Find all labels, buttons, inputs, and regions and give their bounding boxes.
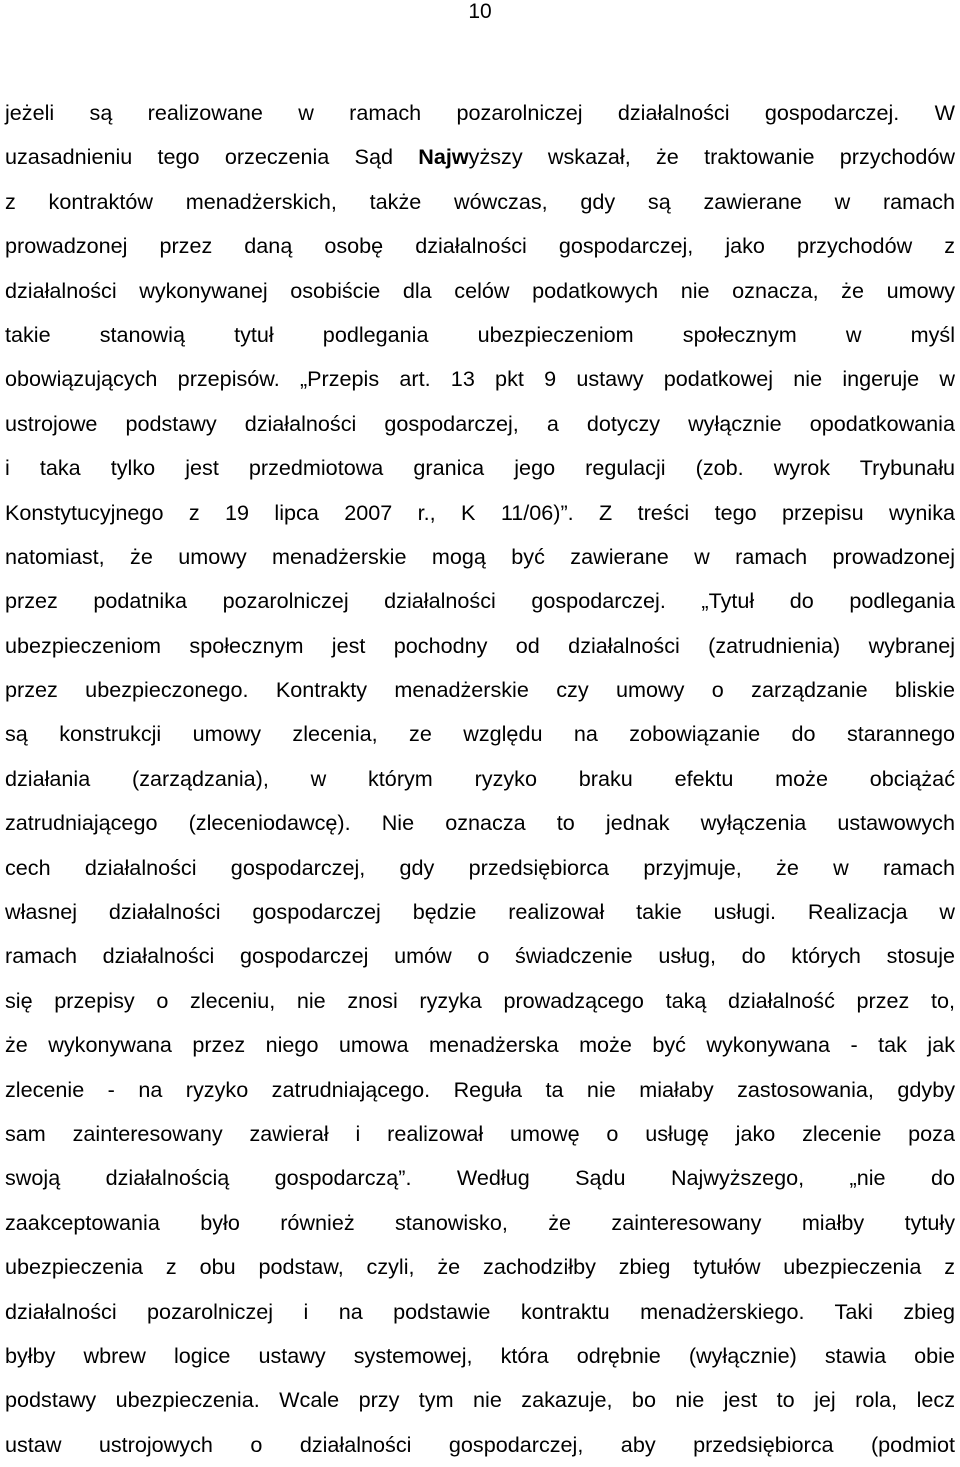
text-line [5,135,955,179]
page-number: 10 [468,0,492,23]
text-line: takie stanowią tytuł podlegania ubezpieczeniom społecznym w myśl [5,321,955,347]
text-line: działalności pozarolniczej i na podstawie kontraktu menadżerskiego. Taki zbieg [5,1298,955,1324]
text-line: zaakceptowania było również stanowisko, że zainteresowany miałby tytuły [5,1209,955,1235]
text-line: ustaw ustrojowych o działalności gospodarczej, aby przedsiębiorca (podmiot [5,1431,955,1457]
text-line: działalności wykonywanej osobiście dla celów podatkowych nie oznacza, że umowy [5,277,955,303]
text-line: prowadzonej przez daną osobę działalności gospodarczej, jako przychodów z [5,233,955,259]
text-line: ramach działalności gospodarczej umów o świadczenie usług, do których stosuje [5,943,955,969]
text-line: i taka tylko jest przedmiotowa granica jego regulacji (zob. wyrok Trybunału [5,455,955,481]
body-text [5,91,955,1467]
text-line: ustrojowe podstawy działalności gospodarczej, a dotyczy wyłącznie opodatkowania [5,410,955,436]
text-line: działania (zarządzania), w którym ryzyko braku efektu może obciążać [5,765,955,791]
text-line: sam zainteresowany zawierał i realizował umowę o usługę jako zlecenie poza [5,1120,955,1146]
text-line: przez ubezpieczonego. Kontrakty menadżerskie czy umowy o zarządzanie bliskie [5,677,955,703]
text-line: zatrudniającego (zleceniodawcę). Nie oznacza to jednak wyłączenia ustawowych [5,810,955,836]
text-line: byłby wbrew logice ustawy systemowej, która odrębnie (wyłącznie) stawia obie [5,1342,955,1368]
text-line: jeżeli są realizowane w ramach pozarolniczej działalności gospodarczej. W [5,100,955,125]
text-line: się przepisy o zleceniu, nie znosi ryzyka prowadzącego taką działalność przez to, [5,987,955,1013]
text-line: natomiast, że umowy menadżerskie mogą być zawierane w ramach prowadzonej [5,543,955,569]
text-line: z kontraktów menadżerskich, także wówczas, gdy są zawierane w ramach [5,188,955,214]
text-line: własnej działalności gospodarczej będzie realizował takie usługi. Realizacja w [5,899,955,925]
bold-text: Najw [418,144,469,170]
text-line: przez podatnika pozarolniczej działalności gospodarczej. „Tytuł do podlegania [5,588,955,614]
text-line: obowiązujących przepisów. „Przepis art. 13 pkt 9 ustawy podatkowej nie ingeruje w [5,366,955,392]
text-line: ubezpieczenia z obu podstaw, czyli, że zachodziłby zbieg tytułów ubezpieczenia z [5,1254,955,1280]
text-line-part: uzasadnieniu tego orzeczenia Sąd [5,144,419,170]
text-line: zlecenie - na ryzyko zatrudniającego. Reguła ta nie miałaby zastosowania, gdyby [5,1076,955,1102]
text-line-part: yższy wskazał, że traktowanie przychodów [468,144,955,170]
text-line: Konstytucyjnego z 19 lipca 2007 r., K 11/06)”. Z treści tego przepisu wynika [5,499,955,525]
text-line: podstawy ubezpieczenia. Wcale przy tym nie zakazuje, bo nie jest to jej rola, lecz [5,1387,955,1413]
text-line: swoją działalnością gospodarczą”. Według Sądu Najwyższego, „nie do [5,1165,955,1191]
text-line: są konstrukcji umowy zlecenia, ze względu na zobowiązanie do starannego [5,721,955,747]
text-line: ubezpieczeniom społecznym jest pochodny od działalności (zatrudnienia) wybranej [5,632,955,658]
text-line: cech działalności gospodarczej, gdy przedsiębiorca przyjmuje, że w ramach [5,854,955,880]
text-line: że wykonywana przez niego umowa menadżerska może być wykonywana - tak jak [5,1032,955,1058]
